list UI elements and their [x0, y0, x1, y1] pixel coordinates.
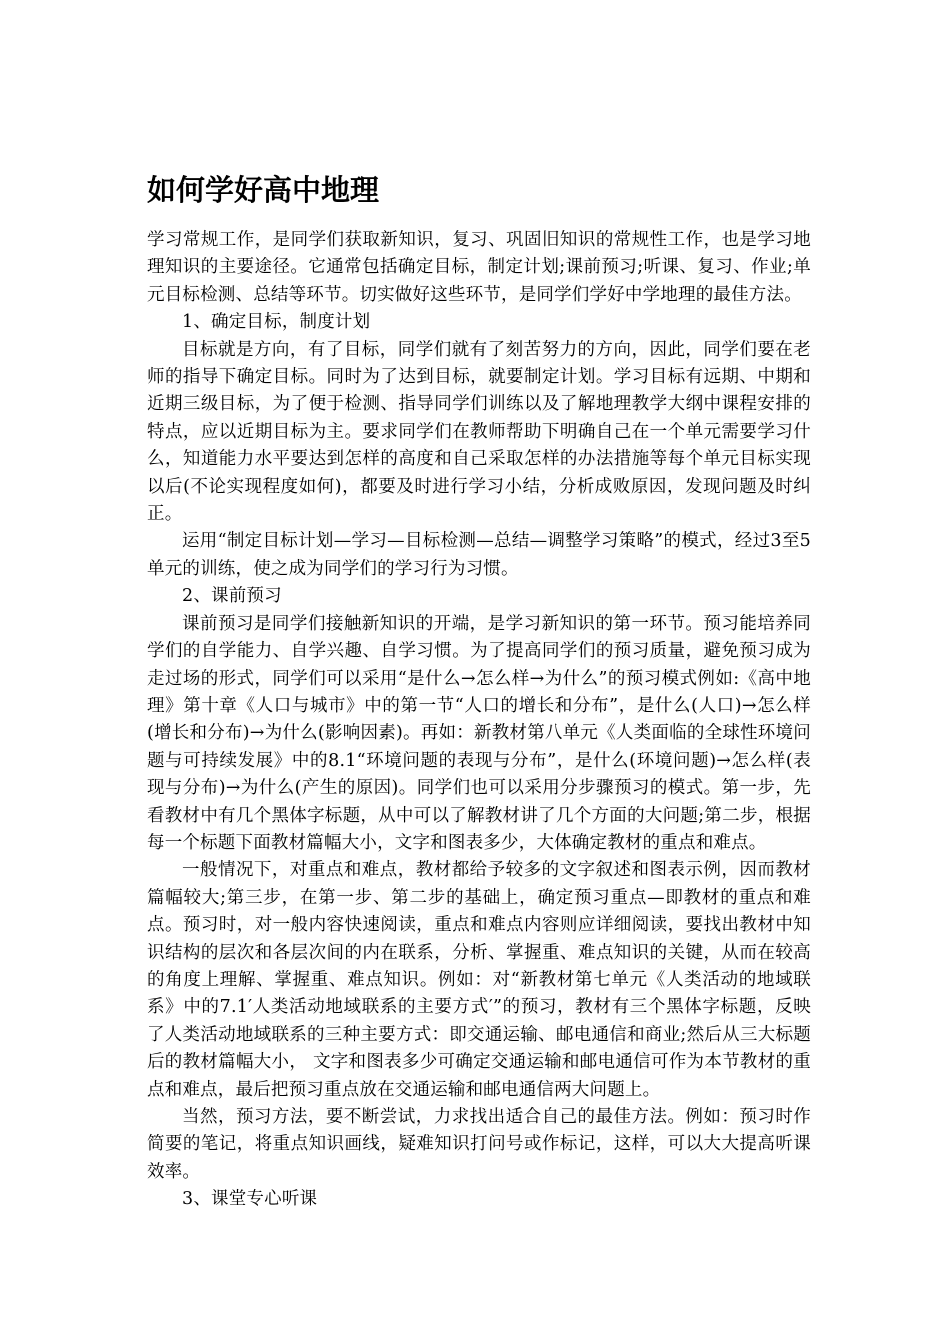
- document-body: [147, 227, 811, 1214]
- section-heading-3: 3、课堂专心听课: [182, 1189, 318, 1210]
- body-paragraph: 目标就是方向，有了目标，同学们就有了刻苦努力的方向，因此，同学们要在老师的指导下确定目标。同时为了达到目标，就要制定计划。学习目标有远期、中期和近期三级目标，为了便于检测、指导同学们训练以及了解地理教学大纲中课程安排的特点，应以近期目标为主。要求同学们在教师帮助下明确自己在一个单元需要学习什么，知道能力水平要达到怎样的高度和自己采取怎样的办法措施等每个单元目标实现以后(不论实现程度如何)，都要及时进行学习小结，分析成败原因，发现问题及时纠正。: [147, 339, 811, 525]
- section-heading-2: 2、课前预习: [182, 586, 282, 607]
- section-heading-1: 1、确定目标，制度计划: [182, 312, 371, 333]
- body-paragraph: 运用“制定目标计划—学习—目标检测—总结—调整学习策略”的模式，经过3至5单元的训练，使之成为同学们的学习行为习惯。: [147, 531, 811, 579]
- body-paragraph: 课前预习是同学们接触新知识的开端，是学习新知识的第一环节。预习能培养同学们的自学能力、自学兴趣、自学习惯。为了提高同学们的预习质量，避免预习成为走过场的形式，同学们可以采用“是什么→怎么样→为什么”的预习模式例如:《高中地理》第十章《人口与城市》中的第一节“人口的增长和分布”，是什么(人口)→怎么样(增长和分布)→为什么(影响因素)。再如：新教材第八单元《人类面临的全球性环境问题与可持续发展》中的8.1“环境问题的表现与分布”，是什么(环境问题)→怎么样(表现与分布)→为什么(产生的原因)。同学们也可以采用分步骤预习的模式。第一步，先看教材中有几个黑体字标题，从中可以了解教材讲了几个方面的大问题;第二步，根据每一个标题下面教材篇幅大小，文字和图表多少，大体确定教材的重点和难点。: [147, 613, 811, 853]
- body-paragraph: 一般情况下，对重点和难点，教材都给予较多的文字叙述和图表示例，因而教材篇幅较大;第三步，在第一步、第二步的基础上，确定预习重点—即教材的重点和难点。预习时，对一般内容快速阅读，重点和难点内容则应详细阅读，要找出教材中知识结构的层次和各层次间的内在联系，分析、掌握重、难点知识的关键，从而在较高的角度上理解、掌握重、难点知识。例如：对“新教材第七单元《人类活动的地域联系》中的7.1′人类活动地域联系的主要方式′”的预习，教材有三个黑体字标题，反映了人类活动地域联系的三种主要方式：即交通运输、邮电通信和商业;然后从三大标题后的教材篇幅大小， 文字和图表多少可确定交通运输和邮电通信可作为本节教材的重点和难点，最后把预习重点放在交通运输和邮电通信两大问题上。: [147, 860, 811, 1100]
- body-paragraph: 当然，预习方法，要不断尝试，力求找出适合自己的最佳方法。例如：预习时作简要的笔记，将重点知识画线，疑难知识打问号或作标记，这样，可以大大提高听课效率。: [147, 1107, 811, 1182]
- page-title: 如何学好高中地理: [147, 173, 380, 207]
- intro-paragraph: 学习常规工作，是同学们获取新知识，复习、巩固旧知识的常规性工作，也是学习地理知识的主要途径。它通常包括确定目标，制定计划;课前预习;听课、复习、作业;单元目标检测、总结等环节。切实做好这些环节，是同学们学好中学地理的最佳方法。: [147, 230, 811, 305]
